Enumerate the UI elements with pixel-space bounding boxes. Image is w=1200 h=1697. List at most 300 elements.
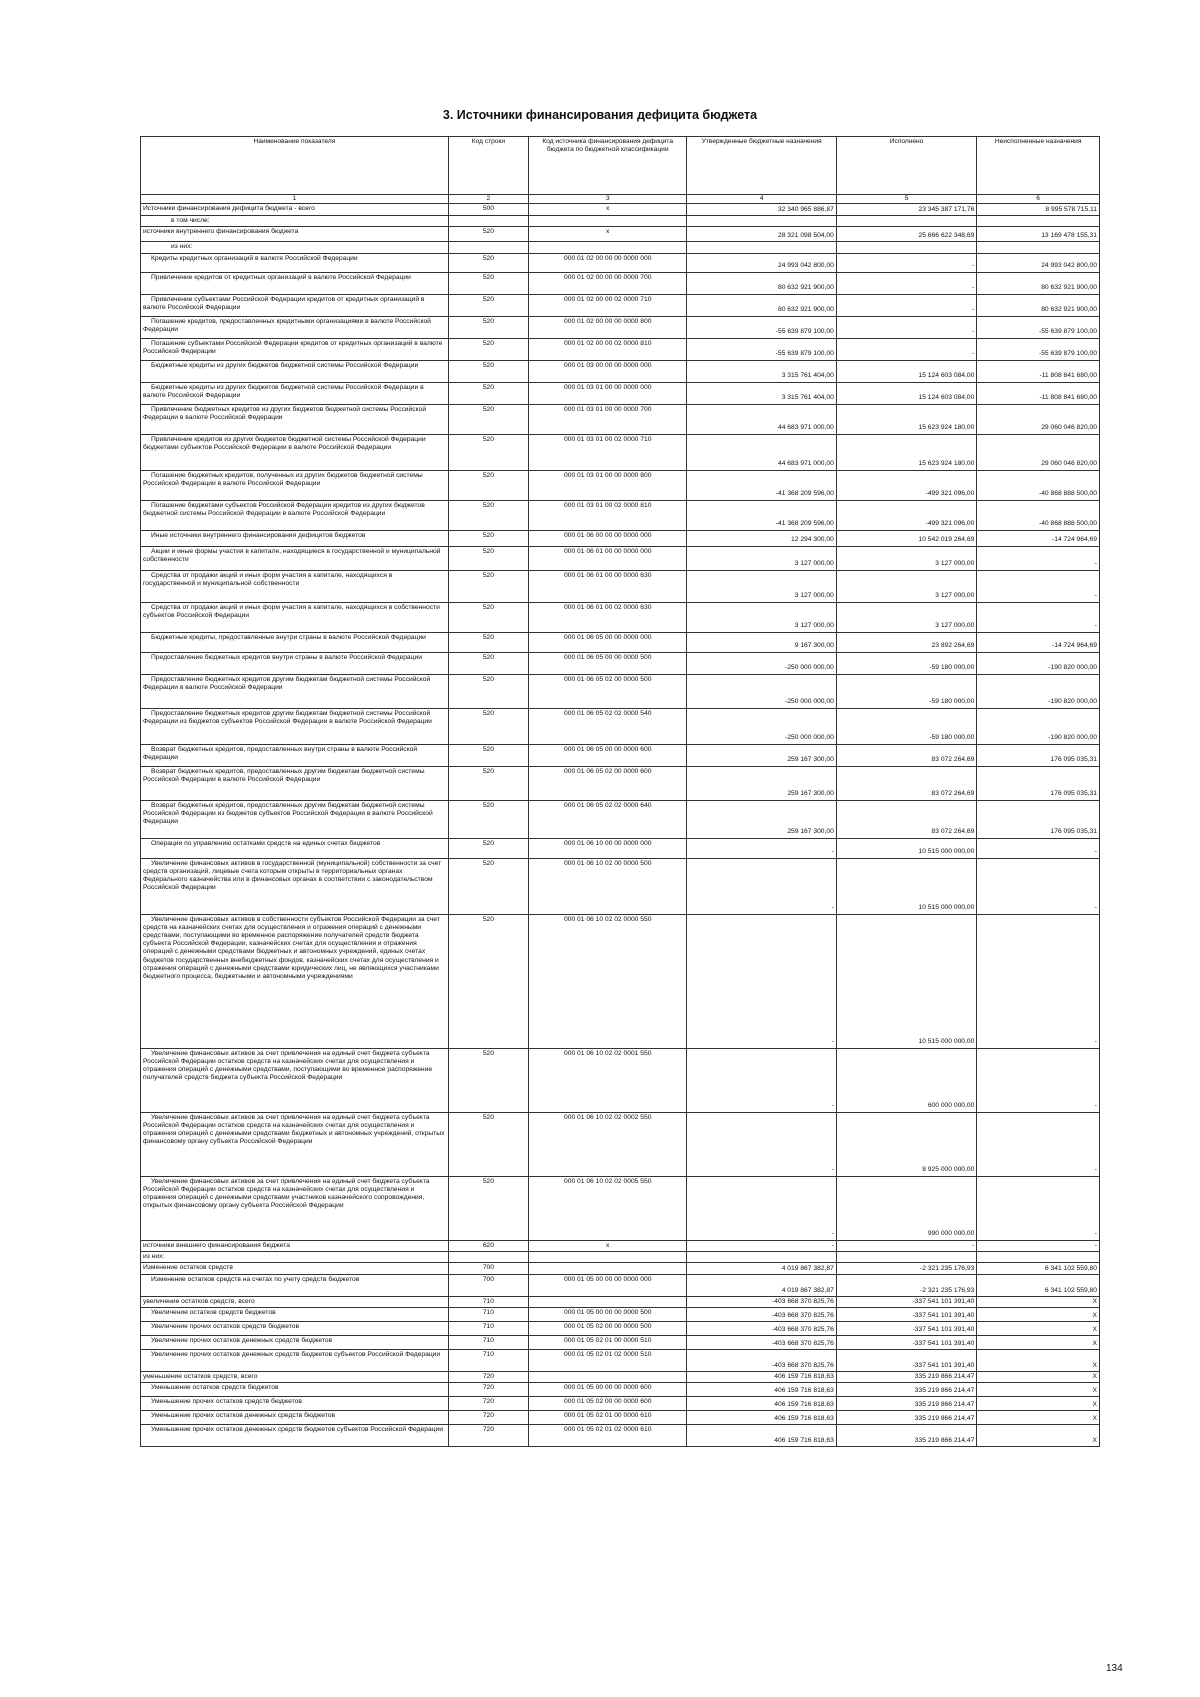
row-executed-amount: - [836,338,977,360]
table-row [141,1048,1100,1112]
row-executed-amount: 23 892 264,69 [836,632,977,652]
row-source-code: 000 01 06 10 02 00 0000 500 [529,858,687,914]
row-unexecuted-amount: - [977,570,1100,602]
row-unexecuted-amount: - [977,858,1100,914]
row-source-code: 000 01 03 00 00 00 0000 000 [529,360,687,382]
table-row [141,316,1100,338]
header-unexecuted: Неисполненные назначения [977,137,1100,195]
row-source-code: 000 01 06 05 02 02 0000 540 [529,708,687,744]
row-approved-amount: 259 167 300,00 [687,744,836,766]
row-line-code: 520 [448,708,528,744]
row-executed-amount: - [836,294,977,316]
row-executed-amount: 10 515 000 000,00 [836,838,977,858]
table-row [141,800,1100,838]
row-approved-amount: 3 127 000,00 [687,570,836,602]
row-line-code: 520 [448,838,528,858]
row-source-code: 000 01 06 05 02 00 0000 500 [529,674,687,708]
row-unexecuted-amount: - [977,1048,1100,1112]
row-indicator-name: Уменьшение прочих остатков средств бюджетов [141,1397,449,1411]
row-executed-amount [836,216,977,227]
row-source-code: 000 01 03 01 00 00 0000 800 [529,470,687,500]
row-line-code: 520 [448,294,528,316]
row-approved-amount: - [687,1176,836,1240]
row-approved-amount: -403 668 370 825,76 [687,1322,836,1336]
row-approved-amount: -403 668 370 825,76 [687,1350,836,1372]
row-indicator-name: Привлечение кредитов от кредитных организаций в валюте Российской Федерации [141,272,449,294]
row-line-code: 520 [448,404,528,434]
row-approved-amount: -55 639 879 100,00 [687,316,836,338]
row-approved-amount: - [687,1240,836,1251]
row-approved-amount: -41 368 209 596,00 [687,470,836,500]
row-line-code [448,216,528,227]
row-source-code: 000 01 06 00 00 00 0000 000 [529,530,687,546]
row-approved-amount: 3 127 000,00 [687,546,836,570]
row-unexecuted-amount [977,1251,1100,1262]
row-executed-amount: 83 072 264,69 [836,766,977,800]
row-unexecuted-amount: -55 639 879 100,00 [977,316,1100,338]
row-approved-amount: 406 159 716 818,63 [687,1411,836,1425]
row-approved-amount: -403 668 370 825,76 [687,1308,836,1322]
row-approved-amount: - [687,858,836,914]
table-row [141,914,1100,1048]
row-approved-amount: - [687,1112,836,1176]
row-unexecuted-amount: X [977,1322,1100,1336]
row-unexecuted-amount: X [977,1297,1100,1308]
row-source-code: 000 01 06 10 02 02 0000 550 [529,914,687,1048]
column-number: 1 [141,195,449,204]
row-line-code: 520 [448,1048,528,1112]
row-executed-amount: -337 541 101 391,40 [836,1336,977,1350]
row-unexecuted-amount: -55 639 879 100,00 [977,338,1100,360]
row-indicator-name: Увеличение прочих остатков средств бюджетов [141,1322,449,1336]
header-executed: Исполнено [836,137,977,195]
row-source-code: 000 01 03 01 00 00 0000 700 [529,404,687,434]
row-source-code: 000 01 06 05 00 00 0000 500 [529,652,687,674]
table-body [141,204,1100,1447]
row-approved-amount: 44 683 971 000,00 [687,404,836,434]
row-unexecuted-amount: - [977,546,1100,570]
header-approved: Утвержденные бюджетные назначения [687,137,836,195]
page-title: 3. Источники финансирования дефицита бюджета [442,108,758,122]
row-approved-amount: -55 639 879 100,00 [687,338,836,360]
row-executed-amount: 3 127 000,00 [836,546,977,570]
table-row [141,838,1100,858]
row-line-code: 520 [448,602,528,632]
table-row [141,1383,1100,1397]
row-unexecuted-amount: 176 095 035,31 [977,800,1100,838]
row-source-code: 000 01 06 05 02 02 0000 640 [529,800,687,838]
row-unexecuted-amount: -11 808 841 680,00 [977,382,1100,404]
row-unexecuted-amount: X [977,1425,1100,1447]
header-line-code: Код строки [448,137,528,195]
table-row [141,674,1100,708]
row-indicator-name: Погашение бюджетных кредитов, полученных из других бюджетов бюджетной системы Российской Федерации в валюте Российской Федерации [141,470,449,500]
page-number: 134 [1106,1663,1123,1674]
row-executed-amount: 15 623 924 180,00 [836,434,977,470]
row-unexecuted-amount: 80 632 921 900,00 [977,294,1100,316]
row-indicator-name: Увеличение прочих остатков денежных средств бюджетов субъектов Российской Федерации [141,1350,449,1372]
row-unexecuted-amount [977,242,1100,253]
row-line-code: 520 [448,1112,528,1176]
row-indicator-name: Источники финансирования дефицита бюджета - всего [141,204,449,216]
row-unexecuted-amount: 176 095 035,31 [977,744,1100,766]
row-source-code: 000 01 03 01 00 02 0000 710 [529,434,687,470]
row-indicator-name: Бюджетные кредиты из других бюджетов бюджетной системы Российской Федерации в валюте Российской Федерации [141,382,449,404]
row-line-code: 500 [448,204,528,216]
row-indicator-name: Погашение бюджетами субъектов Российской Федерации кредитов из других бюджетов бюджетной системы Российской Федерации в валюте Российской Федерации [141,500,449,530]
row-line-code: 520 [448,652,528,674]
row-indicator-name: Бюджетные кредиты из других бюджетов бюджетной системы Российской Федерации [141,360,449,382]
row-source-code: 000 01 05 00 00 00 0000 600 [529,1383,687,1397]
row-source-code [529,1297,687,1308]
row-executed-amount: 15 124 603 084,00 [836,382,977,404]
row-unexecuted-amount: - [977,838,1100,858]
table-row [141,242,1100,253]
row-approved-amount: 80 632 921 900,00 [687,272,836,294]
table-row [141,253,1100,272]
row-unexecuted-amount: -190 820 000,00 [977,674,1100,708]
row-unexecuted-amount [977,216,1100,227]
row-indicator-name: Предоставление бюджетных кредитов другим бюджетам бюджетной системы Российской Федерации в валюте Российской Федерации [141,674,449,708]
row-executed-amount: 83 072 264,69 [836,744,977,766]
row-source-code: 000 01 02 00 00 00 0000 800 [529,316,687,338]
row-unexecuted-amount: - [977,602,1100,632]
row-line-code: 520 [448,227,528,242]
row-unexecuted-amount: -11 808 841 680,00 [977,360,1100,382]
row-source-code: x [529,227,687,242]
row-indicator-name: Средства от продажи акций и иных форм участия в капитале, находящихся в государственной и муниципальной собственности [141,570,449,602]
row-line-code: 520 [448,570,528,602]
table-row [141,382,1100,404]
row-executed-amount: 8 925 000 000,00 [836,1112,977,1176]
row-source-code: 000 01 02 00 00 02 0000 710 [529,294,687,316]
row-source-code: 000 01 02 00 00 00 0000 000 [529,253,687,272]
row-source-code: 000 01 05 00 00 00 0000 500 [529,1308,687,1322]
row-unexecuted-amount: 29 060 046 820,00 [977,404,1100,434]
table-row [141,500,1100,530]
row-line-code: 710 [448,1297,528,1308]
row-source-code [529,1372,687,1383]
row-line-code: 520 [448,744,528,766]
row-indicator-name: Увеличение остатков средств бюджетов [141,1308,449,1322]
column-number: 2 [448,195,528,204]
row-indicator-name: Увеличение прочих остатков денежных средств бюджетов [141,1336,449,1350]
table-row [141,602,1100,632]
table-row [141,632,1100,652]
row-line-code: 520 [448,858,528,914]
row-approved-amount: 9 167 300,00 [687,632,836,652]
row-unexecuted-amount: - [977,914,1100,1048]
row-approved-amount: 3 127 000,00 [687,602,836,632]
row-approved-amount: -403 668 370 825,76 [687,1297,836,1308]
row-line-code: 520 [448,674,528,708]
row-approved-amount: 406 159 716 818,63 [687,1397,836,1411]
table-row [141,1176,1100,1240]
row-executed-amount [836,1251,977,1262]
table-row [141,1350,1100,1372]
row-source-code: 000 01 03 01 00 00 0000 000 [529,382,687,404]
row-indicator-name: уменьшение остатков средств, всего [141,1372,449,1383]
row-executed-amount: -337 541 101 391,40 [836,1308,977,1322]
table-row [141,1411,1100,1425]
row-source-code: 000 01 02 00 00 00 0000 700 [529,272,687,294]
row-indicator-name: Возврат бюджетных кредитов, предоставленных другим бюджетам бюджетной системы Российской Федерации в валюте Российской Федерации [141,766,449,800]
row-executed-amount: 3 127 000,00 [836,602,977,632]
row-approved-amount [687,216,836,227]
table-row [141,1275,1100,1297]
row-indicator-name: источники внутреннего финансирования бюджета [141,227,449,242]
row-line-code: 520 [448,530,528,546]
row-indicator-name: Изменение остатков средств [141,1263,449,1275]
row-line-code: 700 [448,1263,528,1275]
row-executed-amount: -2 321 235 176,93 [836,1263,977,1275]
table-row [141,470,1100,500]
row-executed-amount: 10 515 000 000,00 [836,858,977,914]
row-executed-amount: 10 515 000 000,00 [836,914,977,1048]
row-approved-amount: 44 683 971 000,00 [687,434,836,470]
row-indicator-name: Погашение субъектами Российской Федерации кредитов от кредитных организаций в валюте Российской Федерации [141,338,449,360]
row-executed-amount: -337 541 101 391,40 [836,1350,977,1372]
row-indicator-name: источники внешнего финансирования бюджета [141,1240,449,1251]
row-approved-amount: -250 000 000,00 [687,708,836,744]
table-row [141,294,1100,316]
row-source-code: 000 01 05 02 01 00 0000 510 [529,1336,687,1350]
row-unexecuted-amount: X [977,1336,1100,1350]
row-indicator-name: Привлечение кредитов из других бюджетов бюджетной системы Российской Федерации бюджетами субъектов Российской Федерации в валюте Российской Федерации [141,434,449,470]
row-source-code [529,242,687,253]
row-approved-amount: 406 159 716 818,63 [687,1425,836,1447]
row-executed-amount: -337 541 101 391,40 [836,1297,977,1308]
row-line-code: 520 [448,434,528,470]
row-line-code: 520 [448,360,528,382]
row-indicator-name: Уменьшение прочих остатков денежных средств бюджетов субъектов Российской Федерации [141,1425,449,1447]
table-row [141,1251,1100,1262]
table-row [141,1240,1100,1251]
row-source-code: 000 01 06 10 02 02 0002 550 [529,1112,687,1176]
row-line-code: 520 [448,470,528,500]
row-source-code: 000 01 05 02 00 00 0000 600 [529,1397,687,1411]
row-line-code: 520 [448,338,528,360]
row-unexecuted-amount: -40 868 888 500,00 [977,470,1100,500]
row-unexecuted-amount: X [977,1372,1100,1383]
row-line-code: 710 [448,1322,528,1336]
row-executed-amount: 990 000 000,00 [836,1176,977,1240]
row-indicator-name: Кредиты кредитных организаций в валюте Российской Федерации [141,253,449,272]
row-executed-amount: -59 180 000,00 [836,652,977,674]
row-line-code: 520 [448,253,528,272]
column-numbers-row [141,195,1100,204]
row-executed-amount [836,242,977,253]
row-indicator-name: Возврат бюджетных кредитов, предоставленных другим бюджетам бюджетной системы Российской Федерации из бюджетов субъектов Российской Федерации в валюте Российской Федерации [141,800,449,838]
row-approved-amount: -41 368 209 596,00 [687,500,836,530]
table-row [141,1322,1100,1336]
column-number: 5 [836,195,977,204]
row-executed-amount: 600 000 000,00 [836,1048,977,1112]
row-line-code: 720 [448,1411,528,1425]
table-row [141,360,1100,382]
row-line-code: 520 [448,382,528,404]
row-executed-amount: 15 124 603 084,00 [836,360,977,382]
row-line-code: 520 [448,766,528,800]
row-source-code: 000 01 06 01 00 00 0000 630 [529,570,687,602]
row-indicator-name: Иные источники внутреннего финансирования дефицитов бюджетов [141,530,449,546]
row-line-code: 520 [448,316,528,338]
row-executed-amount: 335 219 866 214,47 [836,1397,977,1411]
row-unexecuted-amount: -40 868 888 500,00 [977,500,1100,530]
row-line-code: 620 [448,1240,528,1251]
row-indicator-name: Уменьшение прочих остатков денежных средств бюджетов [141,1411,449,1425]
row-source-code [529,216,687,227]
row-indicator-name: Увеличение финансовых активов в собственности субъектов Российской Федерации за счет средств на казначейских счетах для осуществления и отражения операций с денежными средствами, поступающими во временное распоряжение получателей средств бюджета субъекта Российской Федерации, казначейских счетах для осуществления и отражения операций с денежными средствами бюджетных и автономных учреждений, единых счетах бюджетов государственных внебюджетных фондов, казначейских счетах для осуществления и отражения операций с денежными средствами юридических лиц, не являющихся участниками бюджетного процесса, бюджетными и автономными учреждениями [141,914,449,1048]
row-unexecuted-amount: -190 820 000,00 [977,708,1100,744]
header-row [141,137,1100,195]
row-line-code: 520 [448,914,528,1048]
row-unexecuted-amount: -190 820 000,00 [977,652,1100,674]
table-row [141,204,1100,216]
table-row [141,530,1100,546]
row-source-code: 000 01 06 10 02 02 0001 550 [529,1048,687,1112]
row-unexecuted-amount: 13 169 478 155,31 [977,227,1100,242]
row-approved-amount: -250 000 000,00 [687,674,836,708]
column-number: 6 [977,195,1100,204]
row-source-code: 000 01 06 10 02 02 0005 550 [529,1176,687,1240]
row-source-code: x [529,1240,687,1251]
row-source-code: 000 01 06 05 00 00 0000 000 [529,632,687,652]
row-approved-amount: 24 993 042 800,00 [687,253,836,272]
row-line-code: 700 [448,1275,528,1297]
table-row [141,1336,1100,1350]
table-row [141,434,1100,470]
row-unexecuted-amount: - [977,1176,1100,1240]
row-source-code: 000 01 06 01 00 00 0000 000 [529,546,687,570]
row-unexecuted-amount: X [977,1383,1100,1397]
row-source-code: 000 01 06 05 02 00 0000 600 [529,766,687,800]
row-unexecuted-amount: 80 632 921 900,00 [977,272,1100,294]
row-source-code: 000 01 05 02 01 02 0000 610 [529,1425,687,1447]
table-row [141,766,1100,800]
row-line-code: 720 [448,1397,528,1411]
table-row [141,858,1100,914]
row-indicator-name: Уменьшение остатков средств бюджетов [141,1383,449,1397]
row-approved-amount: 259 167 300,00 [687,766,836,800]
row-indicator-name: Увеличение финансовых активов в государственной (муниципальной) собственности за счет средств организаций, лицевые счета которым открыты в территориальных органах Федерального казначейства или в финансовых органах в соответствии с законодательством Российской Федерации [141,858,449,914]
row-approved-amount: 3 315 761 404,00 [687,360,836,382]
row-indicator-name: Предоставление бюджетных кредитов внутри страны в валюте Российской Федерации [141,652,449,674]
row-indicator-name: Привлечение субъектами Российской Федерации кредитов от кредитных организаций в валюте Российской Федерации [141,294,449,316]
row-line-code: 520 [448,632,528,652]
row-approved-amount: 259 167 300,00 [687,800,836,838]
row-approved-amount: 3 315 761 404,00 [687,382,836,404]
row-unexecuted-amount: -14 724 964,69 [977,530,1100,546]
row-line-code [448,242,528,253]
row-line-code: 520 [448,500,528,530]
row-indicator-name: Увеличение финансовых активов за счет привлечения на единый счет бюджета субъекта Российской Федерации остатков средств на казначейских счетах для осуществления и отражения операций с денежными средствами, поступающими во временное распоряжение получателей средств бюджета субъекта Российской Федерации [141,1048,449,1112]
row-line-code: 520 [448,546,528,570]
row-unexecuted-amount: X [977,1308,1100,1322]
row-source-code: 000 01 05 02 01 00 0000 610 [529,1411,687,1425]
row-source-code [529,1263,687,1275]
row-unexecuted-amount: - [977,1112,1100,1176]
row-approved-amount: - [687,1048,836,1112]
row-source-code: 000 01 06 01 00 02 0000 630 [529,602,687,632]
row-executed-amount: -59 180 000,00 [836,674,977,708]
row-unexecuted-amount: 176 095 035,31 [977,766,1100,800]
row-executed-amount: 335 219 866 214,47 [836,1372,977,1383]
row-line-code: 710 [448,1308,528,1322]
row-source-code [529,1251,687,1262]
row-source-code: 000 01 02 00 00 02 0000 810 [529,338,687,360]
table-row [141,1372,1100,1383]
row-indicator-name: Средства от продажи акций и иных форм участия в капитале, находящихся в собственности субъектов Российской Федерации [141,602,449,632]
row-executed-amount: 83 072 264,69 [836,800,977,838]
table-row [141,1112,1100,1176]
row-approved-amount: -403 668 370 825,76 [687,1336,836,1350]
financing-sources-table [140,136,1100,1447]
row-source-code: 000 01 06 10 00 00 0000 000 [529,838,687,858]
row-approved-amount: 28 321 098 504,00 [687,227,836,242]
row-unexecuted-amount: X [977,1350,1100,1372]
row-line-code: 520 [448,800,528,838]
header-source-code: Код источника финансирования дефицита бюджета по бюджетной классификации [529,137,687,195]
row-source-code: 000 01 05 02 00 00 0000 500 [529,1322,687,1336]
row-source-code: x [529,204,687,216]
row-executed-amount: 335 219 866 214,47 [836,1425,977,1447]
row-approved-amount: - [687,914,836,1048]
table-row [141,216,1100,227]
table-row [141,338,1100,360]
table-row [141,1308,1100,1322]
row-indicator-name: Погашение кредитов, предоставленных кредитными организациями в валюте Российской Федерации [141,316,449,338]
table-row [141,546,1100,570]
column-number: 4 [687,195,836,204]
row-line-code: 720 [448,1425,528,1447]
row-indicator-name: из них: [141,1251,449,1262]
row-executed-amount: -2 321 235 176,93 [836,1275,977,1297]
row-source-code: 000 01 06 05 00 00 0000 600 [529,744,687,766]
table-row [141,1425,1100,1447]
table-row [141,404,1100,434]
row-indicator-name: Предоставление бюджетных кредитов другим бюджетам бюджетной системы Российской Федерации из бюджетов субъектов Российской Федерации в валюте Российской Федерации [141,708,449,744]
row-executed-amount: 15 623 924 180,00 [836,404,977,434]
table-row [141,570,1100,602]
row-indicator-name: Возврат бюджетных кредитов, предоставленных внутри страны в валюте Российской Федерации [141,744,449,766]
row-executed-amount: 25 666 622 348,69 [836,227,977,242]
row-executed-amount: -337 541 101 391,40 [836,1322,977,1336]
row-line-code: 710 [448,1336,528,1350]
row-unexecuted-amount: 24 993 042 800,00 [977,253,1100,272]
table-row [141,652,1100,674]
row-unexecuted-amount: 6 341 102 559,80 [977,1275,1100,1297]
row-approved-amount [687,242,836,253]
row-approved-amount: 4 019 867 382,87 [687,1263,836,1275]
row-indicator-name: Операции по управлению остатками средств на единых счетах бюджетов [141,838,449,858]
row-indicator-name: Акции и иные формы участия в капитале, находящиеся в государственной и муниципальной собственности [141,546,449,570]
row-executed-amount: 335 219 866 214,47 [836,1411,977,1425]
row-approved-amount [687,1251,836,1262]
table-row [141,227,1100,242]
row-executed-amount: 23 345 387 171,76 [836,204,977,216]
row-indicator-name: Увеличение финансовых активов за счет привлечения на единый счет бюджета субъекта Российской Федерации остатков средств на казначейских счетах для осуществления и отражения операций с денежными средствами участников казначейского сопровождения, открытых финансовому органу субъекта Российской Федерации [141,1176,449,1240]
row-unexecuted-amount: - [977,1240,1100,1251]
row-executed-amount: - [836,1240,977,1251]
header-indicator-name: Наименование показателя [141,137,449,195]
row-approved-amount: 406 159 716 818,63 [687,1383,836,1397]
row-source-code: 000 01 03 01 00 02 0000 810 [529,500,687,530]
row-executed-amount: - [836,316,977,338]
row-indicator-name: увеличение остатков средств, всего [141,1297,449,1308]
row-indicator-name: из них: [141,242,449,253]
row-unexecuted-amount: 6 341 102 559,80 [977,1263,1100,1275]
